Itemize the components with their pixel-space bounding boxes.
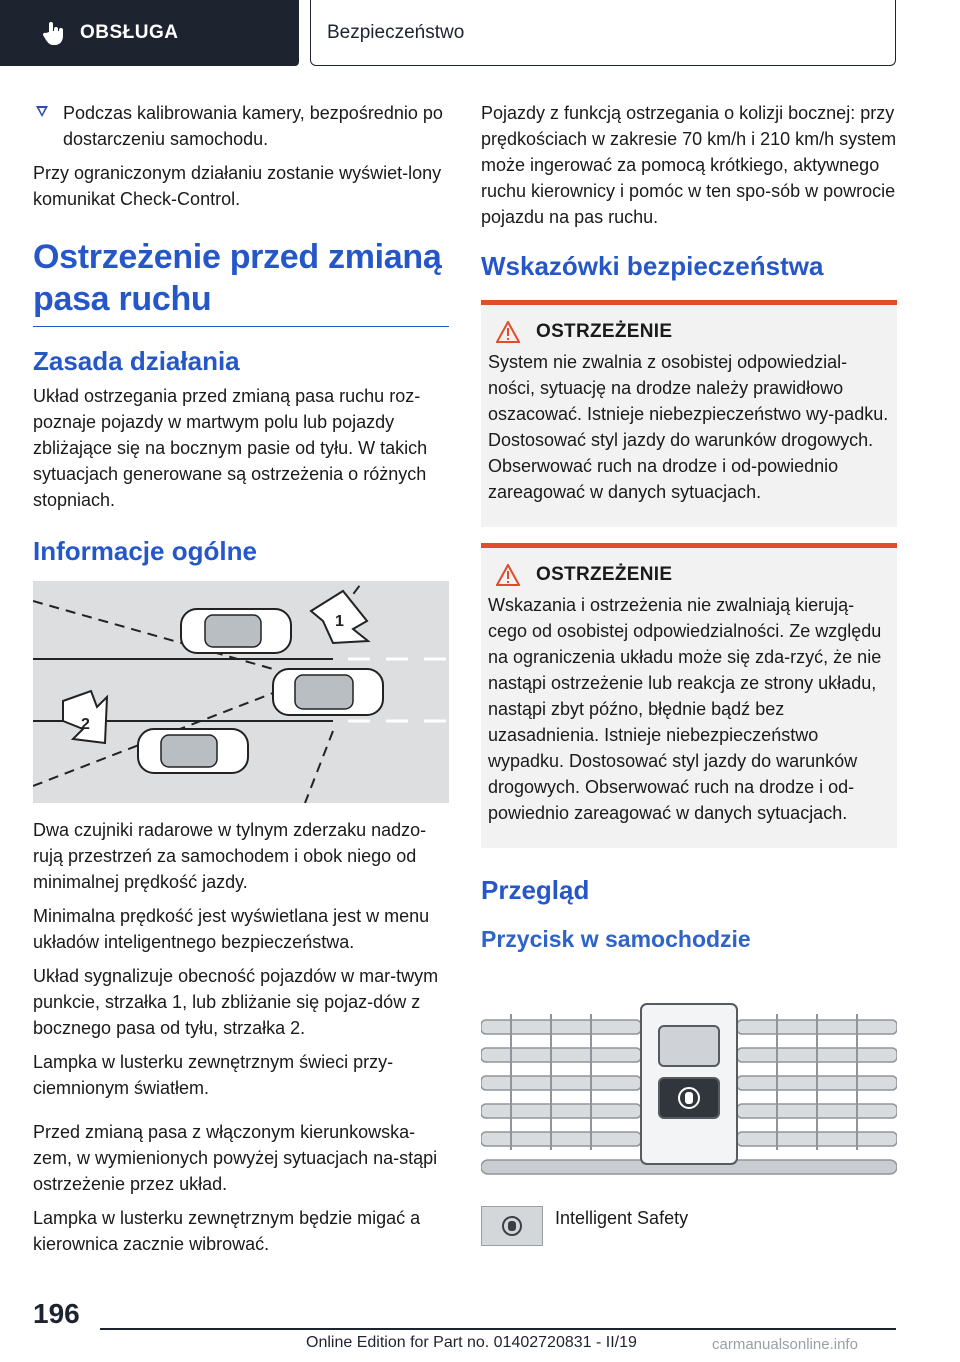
- section-tab: [0, 0, 299, 66]
- intelligent-safety-button-icon: [481, 1206, 543, 1246]
- warning-title: OSTRZEŻENIE: [536, 564, 673, 585]
- button-legend: [481, 1206, 897, 1246]
- paragraph: Pojazdy z funkcją ostrzegania o kolizji bocznej: przy prędkościach w zakresie 70 km/h i 210 km/h system może ingerować za pomocą krótkiego, aktywnego ruchu kierownicy i pomóc w ten spo‐sób w powrocie pojazdu na pas ruchu.: [481, 103, 897, 227]
- arrow-2-label: 2: [81, 716, 90, 733]
- warning-triangle-icon: [496, 564, 520, 586]
- warning-text: System nie zwalnia z osobistej odpowiedzial‐ności, sytuację na drodze należy prawidłowo oszacować. Istnieje niebezpieczeństwo wy‐padku. Dostosować styl jazdy do warunków drogowych. Obserwować ruch na drodze i od‐powiednio zareagować w danych sytuacjach.: [488, 352, 889, 502]
- paragraph: Przed zmianą pasa z włączonym kierunkowska‐zem, w wymienionych powyżej sytuacjach na‐stąpi ostrzeżenie przez układ.: [33, 1122, 438, 1194]
- page-heading: Ostrzeżenie przed zmianą pasa ruchu: [33, 236, 449, 327]
- dashboard-button-photo: [481, 974, 897, 1190]
- warning-title: OSTRZEŻENIE: [536, 321, 673, 342]
- paragraph: Układ sygnalizuje obecność pojazdów w mar‐twym punkcie, strzałka 1, lub zbliżanie się pojaz‐dów z bocznego pasa od tyłu, strzałka 2.: [33, 966, 439, 1038]
- heading-safety: Wskazówki bezpieczeństwa: [481, 251, 824, 281]
- section-label: OBSŁUGA: [80, 22, 179, 43]
- car-middle: [273, 669, 383, 715]
- warning-triangle-icon: [496, 321, 520, 343]
- warning-text: Wskazania i ostrzeżenia nie zwalniają kierują‐cego od osobistej odpowiedzialności. Ze względu na ograniczenia układu może się zda‐rzyć, że nie nastąpi ostrzeżenie lub reakcja ze strony układu, nastąpi zbyt późno, błędnie bądź bez uzasadnienia. Istnieje niebezpieczeństwo wypadku. Dostosować styl jazdy do warunków drogowych. Obserwować ruch na drodze i od‐powiednio zareagować w danych sytuacjach.: [488, 595, 882, 823]
- paragraph: Lampka w lusterku zewnętrznym świeci przy‐ciemnionym światłem.: [33, 1052, 394, 1098]
- warning-box-1: [481, 300, 897, 527]
- bullet-triangle-icon: [36, 106, 48, 117]
- arrow-1-label: 1: [335, 613, 344, 630]
- hand-pointer-icon: [40, 19, 68, 47]
- paragraph: Dwa czujniki radarowe w tylnym zderzaku nadzo‐rują przestrzeń za samochodem i obok niego od minimalnej prędkość jazdy.: [33, 820, 427, 892]
- chapter-title: Bezpieczeństwo: [310, 0, 896, 66]
- paragraph: Lampka w lusterku zewnętrznym będzie migać a kierownica zacznie wibrować.: [33, 1208, 421, 1254]
- lane-change-diagram: [33, 581, 449, 803]
- warning-box-2: [481, 543, 897, 848]
- heading-principle: Zasada działania: [33, 346, 240, 376]
- heading-button: Przycisk w samochodzie: [481, 926, 751, 952]
- paragraph: Układ ostrzegania przed zmianą pasa ruchu roz‐poznaje pojazdy w martwym polu lub pojazdy zbliżające się na bocznym pasie od tyłu. W takich sytuacjach generowane są ostrzeżenia o różnych stopniach.: [33, 386, 428, 510]
- page-number: 196: [33, 1298, 80, 1329]
- paragraph: Minimalna prędkość jest wyświetlana jest w menu układów inteligentnego bezpieczeństwa.: [33, 906, 430, 952]
- footer-divider: [100, 1328, 896, 1330]
- paragraph: Przy ograniczonym działaniu zostanie wyświet‐lony komunikat Check-Control.: [33, 163, 442, 209]
- button-label: Intelligent Safety: [555, 1208, 689, 1228]
- car-bottom: [138, 729, 248, 773]
- watermark: carmanualsonline.info: [712, 1336, 858, 1353]
- car-top: [181, 609, 291, 653]
- footer-edition: Online Edition for Part no. 01402720831 - II/19: [306, 1334, 637, 1351]
- right-column: [481, 100, 897, 1246]
- heading-general: Informacje ogólne: [33, 536, 257, 566]
- heading-overview: Przegląd: [481, 875, 590, 905]
- bullet-item: Podczas kalibrowania kamery, bezpośrednio po dostarczeniu samochodu.: [33, 100, 449, 152]
- left-column: [33, 100, 449, 1265]
